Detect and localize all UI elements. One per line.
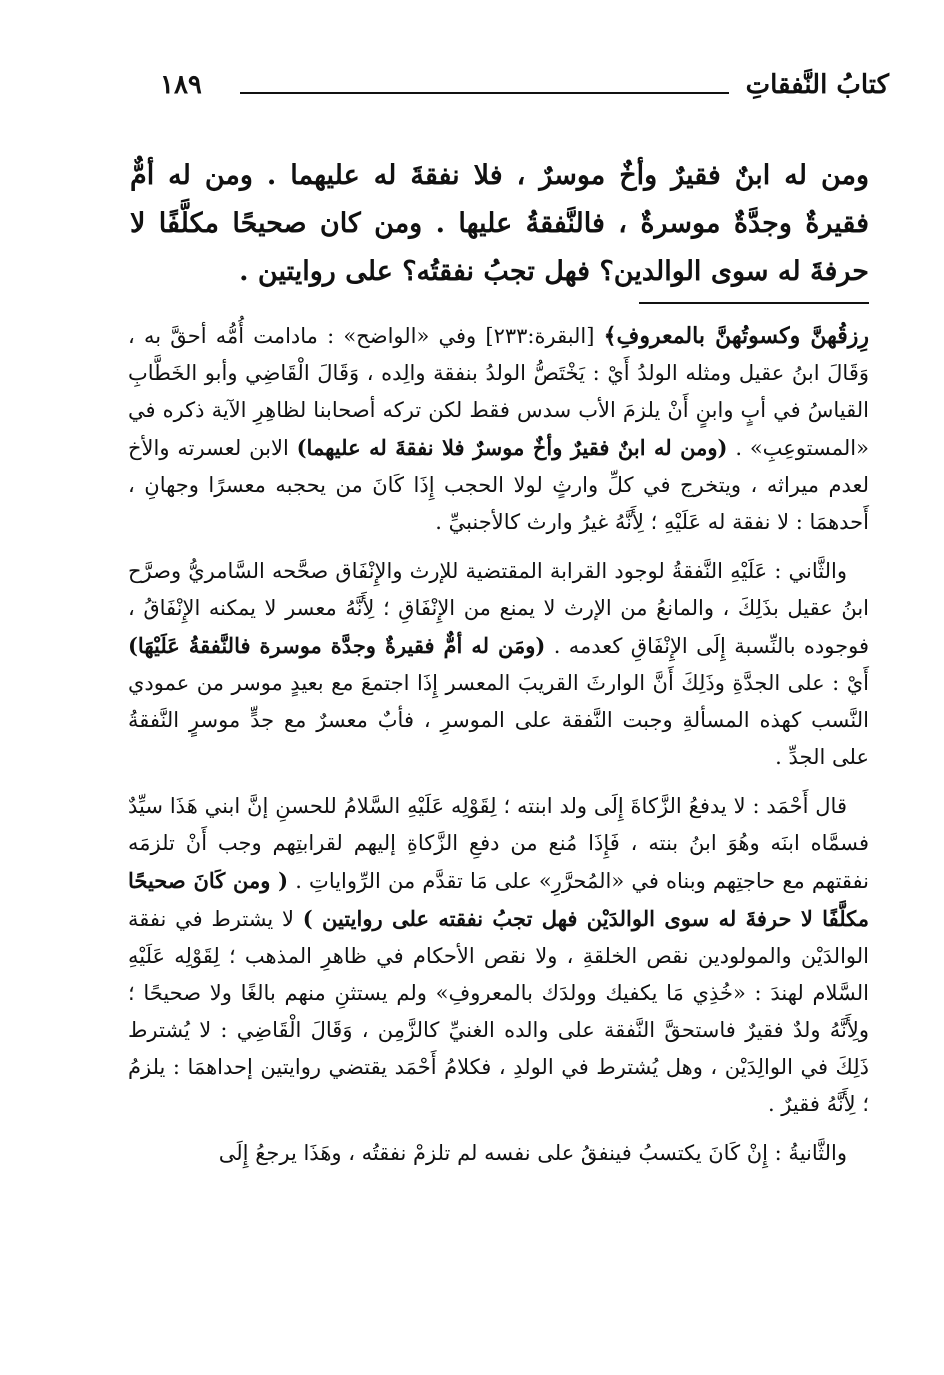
page-header — [160, 70, 889, 110]
commentary-text: [البقرة:٢٣٣] وفي «الواضح» : مادامت أُمُّه أحقَّ به ، وَقَالَ ابنُ عقيل ومثله الولدُ أَيْ : يَخْتَصُّ الولدُ بنفقة والِده ، وَقَالَ الْقَاضِي وأبو الخَطَّابِ القياسُ في أبٍ وابنٍ أَنْ يلزمَ الأب سدس فقط لكن تركه أصحابنا لظاهِرِ الآية ذكره في «المستوعِبِ» . — [128, 324, 869, 460]
quoted-text: ( ومن كَانَ صحيحًا مكلَّفًا لا حرفةَ له سوى الوالدَيْن فهل تجبُ نفقته على روايتين ) — [128, 868, 869, 931]
page-number: ١٨٩ — [160, 70, 202, 100]
commentary-paragraph — [128, 553, 869, 776]
commentary-paragraph — [128, 318, 869, 541]
commentary — [128, 318, 869, 1184]
quoted-text: (ومَن له أمٌّ فقيرةٌ وجدَّة موسرة فالنَّفقةُ عَلَيْهَا) — [128, 633, 546, 658]
commentary-text: والثَّاني : عَلَيْهِ النَّفقةُ لوجود القرابة المقتضية للإرث والإِنْفَاق صحَّحه السَّامريُّ وصرَّح ابنُ عقيل بذَلِكَ ، والمانعُ من الإرث لا يمنع من الإِنْفَاقِ ؛ لِأَنَّهُ معسر لا يمكنه الإِنْفَاقُ ، فوجوده بالنِّسبة إِلَى الإِنْفَاقِ كعدمه . — [128, 559, 869, 658]
commentary-text: لا يشترط في نفقة الوالدَيْن والمولودين نقص الخلقةِ ، ولا نقص الأحكام في ظاهرِ المذهب ؛ لِقَوْلِه عَلَيْهِ السَّلام لهندَ : «خُذِي مَا يكفيك وولدَك بالمعروفِ» ولم يستثنِ منهم بالغًا ولا صحيحًا ؛ ولِأَنَّهُ ولدٌ فقيرٌ فاستحقَّ النَّفقة على والده الغنيِّ كالزَّمِن ، وَقَالَ الْقَاضِي : لا يُشترط ذَلِكَ في الوالِدَيْن ، وهل يُشترط في الولدِ ، فكلامُ أَحْمَد يقتضي روايتين إحداهمَا : يلزمُ ؛ لِأَنَّهُ فقيرٌ . — [128, 907, 869, 1116]
quoted-text: رِزقُهنَّ وكسوتُهنَّ بالمعروفِ﴾ — [603, 323, 870, 349]
commentary-text: قال أَحْمَد : لا يدفعُ الزَّكاةَ إِلَى ولد ابنته ؛ لِقَوْلِه عَلَيْهِ السَّلامُ للحسنِ إنَّ ابني هَذَا سيِّدٌ فسمَّاه ابنَه وهُوَ ابنُ بنته ، فَإِذَا مُنع من دفعِ الزَّكاةِ إليهم لقرابتِهم وجب أَنْ تلزمَه نفقتهم مع حاجتِهم وبناه في «المُحرَّرِ» على مَا تقدَّم من الرِّواياتِ . — [128, 794, 869, 893]
commentary-paragraph — [128, 788, 869, 1123]
commentary-paragraph — [128, 1135, 869, 1172]
footnote-divider — [639, 302, 869, 304]
commentary-text: والثَّانيةُ : إِنْ كَانَ يكتسبُ فينفقُ على نفسه لم تلزمْ نفقتُه ، وهَذَا يرجعُ إِلَى — [218, 1141, 847, 1165]
commentary-text: الابن لعسرته والأخ لعدم ميراثه ، ويتخرج في كلِّ وارثٍ لولا الحجب إِذَا كَانَ من يحجبه معسرًا وجهانِ ، أَحدهمَا : لا نفقة له عَلَيْهِ ؛ لِأَنَّهُ غيرُ وارث كالأجنبيِّ . — [128, 436, 869, 534]
chapter-title: كتابُ النَّفقاتِ — [745, 70, 889, 100]
header-rule — [240, 92, 729, 94]
main-text: ومن له ابنٌ فقيرٌ وأخٌ موسرٌ ، فلا نفقةَ له عليهما . ومن له أمٌّ فقيرةٌ وجدَّةٌ موسرةٌ ، فالنَّفقةُ عليها . ومن كان صحيحًا مكلَّفًا لا حرفةَ له سوى الوالدين؟ فهل تجبُ نفقتُه؟ على روايتين . — [130, 160, 869, 287]
commentary-text: أَيْ : على الجدَّةِ وذَلِكَ أَنَّ الوارثَ القريبَ المعسر إِذَا اجتمعَ مع بعيدٍ موسر من عمودي النَّسب كهذه المسألةِ وجبت النَّفقة على الموسرِ ، فأبٌ معسرٌ مع جدٍّ موسرٍ النَّفقةُ على الجدِّ . — [128, 671, 869, 769]
quoted-text: (ومن له ابنٌ فقيرٌ وأخٌ موسرٌ فلا نفقةَ له عليهما) — [296, 435, 728, 460]
